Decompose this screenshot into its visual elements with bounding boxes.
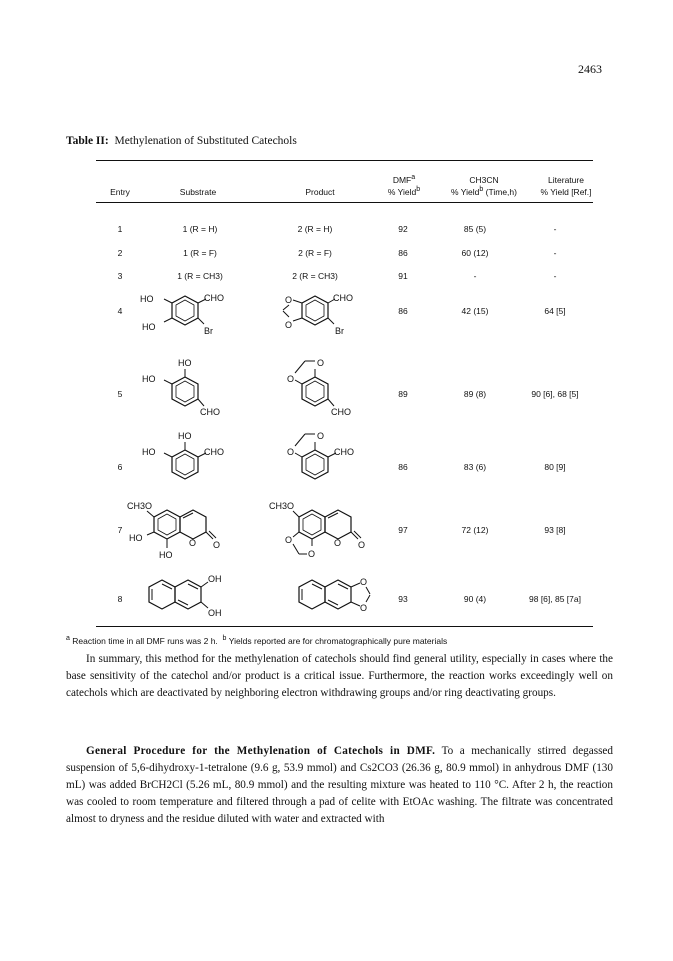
label-cho: CHO [200, 407, 220, 417]
label-o: O [213, 540, 221, 550]
procedure-heading: General Procedure for the Methylenation of Catechols in DMF. [86, 745, 436, 757]
label-o: O [287, 447, 295, 457]
label-o: O [308, 549, 316, 559]
row-1-entry: 1 [117, 224, 123, 234]
row-3-ch3cn: - [473, 271, 477, 281]
row-7-dmf: 97 [398, 525, 408, 535]
entry-6-product-structure [265, 430, 375, 490]
row-1-ch3cn: 85 (5) [463, 224, 487, 234]
label-ho: HO [159, 550, 173, 560]
label-o: O [317, 431, 325, 441]
label-o: O [360, 577, 368, 587]
row-4-literature: 64 [5] [544, 306, 566, 316]
label-oh: OH [208, 608, 222, 618]
row-4-dmf: 86 [398, 306, 408, 316]
label-cho: CHO [331, 407, 351, 417]
entry-5-substrate-structure [140, 355, 250, 420]
header-substrate: Substrate [179, 187, 217, 197]
label-o: O [285, 295, 293, 305]
row-1-dmf: 92 [398, 224, 408, 234]
row-6-entry: 6 [117, 462, 123, 472]
label-o: O [334, 538, 342, 548]
label-br: Br [335, 326, 344, 336]
row-3-substrate: 1 (R = CH3) [177, 271, 223, 281]
table-caption [66, 135, 297, 147]
row-3-dmf: 91 [398, 271, 408, 281]
row-6-ch3cn: 83 (6) [463, 462, 487, 472]
header-dmf: DMF$^a$ % Yield$^b$ [387, 174, 421, 197]
summary-paragraph: In summary, this method for the methylenation of catechols should find general utility, especially in cases where the base sensitivity of the catechol and/or product is a critical issue. Furthermore, the reaction works exceedingly well on catechols which are deactivated by neighboring electron withdrawing groups and/or ring deactivating groups. [66, 653, 613, 699]
table-bottom-rule [96, 626, 593, 627]
row-2-substrate: 1 (R = F) [183, 248, 217, 258]
row-3-product: 2 (R = CH3) [292, 271, 338, 281]
procedure-text: To a mechanically stirred degassed suspension of 5,6-dihydroxy-1-tetralone (9.6 g, 53.9 mmol) and Cs2CO3 (26.36 g, 80.9 mmol) in anhydrous DMF (130 mL) was added BrCH2Cl (5.26 mL, 80.9 mmol) and the resulting mixture was heated to 110 °C. After 2 h, the reaction was cooled to room temperature and filtered through a pad of celite with EtOAc washing. The filtrate was concentrated almost to dryness and the residue diluted with water and extracted with [66, 745, 613, 825]
row-8-ch3cn: 90 (4) [463, 594, 487, 604]
label-cho: CHO [334, 447, 354, 457]
entry-4-product-structure [265, 288, 375, 338]
row-7-literature: 93 [8] [544, 525, 566, 535]
label-oh: OH [208, 574, 222, 584]
row-3-entry: 3 [117, 271, 123, 281]
label-ch3o: CH3O [269, 501, 295, 511]
entry-7-product-structure [265, 496, 400, 564]
label-ho: HO [178, 431, 192, 441]
entry-6-substrate-structure [140, 430, 250, 490]
entry-5-product-structure [265, 355, 375, 420]
label-ho: HO [142, 322, 156, 332]
label-o: O [189, 538, 197, 548]
row-3-literature: - [553, 271, 557, 281]
header-literature: Literature % Yield [Ref.] [540, 175, 592, 197]
label-cho: CHO [333, 293, 353, 303]
table-top-rule [96, 160, 593, 161]
row-1-substrate: 1 (R = H) [182, 224, 218, 234]
table-caption-label: Table II: [66, 135, 109, 147]
row-2-literature: - [553, 248, 557, 258]
row-4-entry: 4 [117, 306, 123, 316]
label-ch3o: CH3O [127, 501, 153, 511]
header-ch3cn: CH3CN % Yield$^b$ (Time,h) [451, 175, 517, 197]
entry-8-product-structure [290, 570, 400, 620]
procedure-paragraph [66, 743, 613, 828]
label-o: O [285, 535, 293, 545]
row-6-literature: 80 [9] [544, 462, 566, 472]
row-2-dmf: 86 [398, 248, 408, 258]
row-2-entry: 2 [117, 248, 123, 258]
table-footnote: $^a$ Reaction time in all DMF runs was 2 h. $^b$ Yields reported are for chromatographically pure materials [66, 635, 448, 646]
table-caption-text: Methylenation of Substituted Catechols [114, 135, 297, 147]
row-6-dmf: 86 [398, 462, 408, 472]
label-o: O [317, 358, 325, 368]
label-ho: HO [178, 358, 192, 368]
label-o: O [285, 320, 293, 330]
row-5-entry: 5 [117, 389, 123, 399]
row-7-entry: 7 [117, 525, 123, 535]
label-ho: HO [129, 533, 143, 543]
label-ho: HO [140, 294, 154, 304]
label-ho: HO [142, 447, 156, 457]
row-1-literature: - [553, 224, 557, 234]
header-product: Product [305, 187, 335, 197]
row-5-ch3cn: 89 (8) [463, 389, 487, 399]
label-cho: CHO [204, 293, 224, 303]
table-header-rule [96, 202, 593, 203]
entry-4-substrate-structure [140, 288, 250, 338]
row-4-ch3cn: 42 (15) [461, 306, 489, 316]
header-entry: Entry [110, 187, 130, 197]
entry-7-substrate-structure [125, 496, 260, 564]
label-o: O [360, 603, 368, 613]
entry-8-substrate-structure [140, 570, 250, 620]
label-o: O [358, 540, 366, 550]
label-ho: HO [142, 374, 156, 384]
row-1-product: 2 (R = H) [297, 224, 333, 234]
row-7-ch3cn: 72 (12) [461, 525, 489, 535]
label-cho: CHO [204, 447, 224, 457]
row-5-literature: 90 [6], 68 [5] [531, 389, 579, 399]
row-8-entry: 8 [117, 594, 123, 604]
label-br: Br [204, 326, 213, 336]
page-number: 2463 [578, 62, 602, 76]
row-5-dmf: 89 [398, 389, 408, 399]
label-o: O [287, 374, 295, 384]
row-8-dmf: 93 [398, 594, 408, 604]
row-8-literature: 98 [6], 85 [7a] [529, 594, 581, 604]
row-2-product: 2 (R = F) [298, 248, 332, 258]
row-2-ch3cn: 60 (12) [461, 248, 489, 258]
